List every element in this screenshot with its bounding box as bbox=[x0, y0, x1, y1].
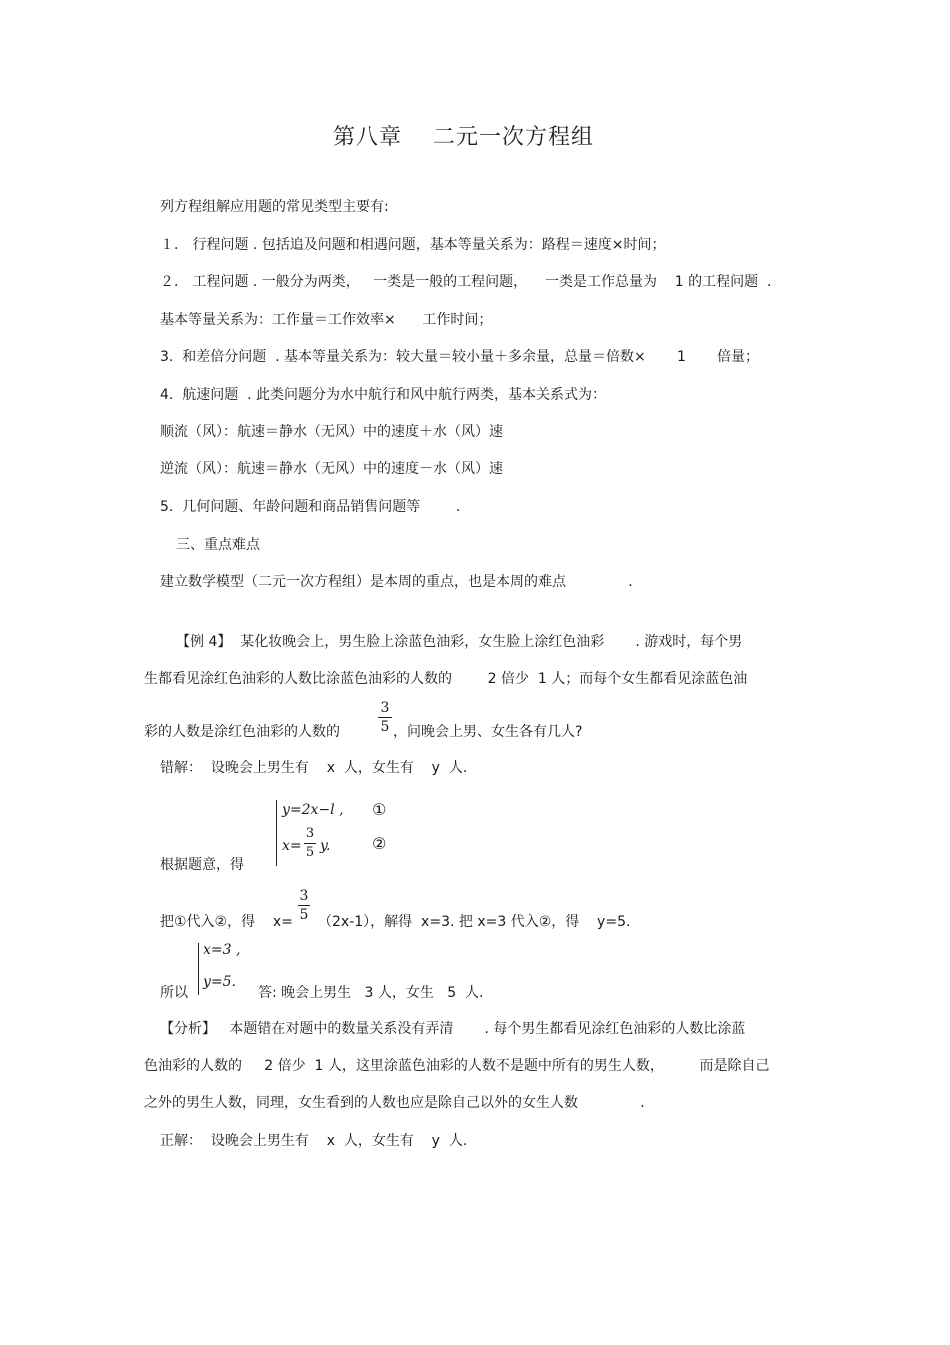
system2-eq2: y=5. bbox=[203, 974, 236, 990]
substitution-fraction bbox=[298, 888, 310, 923]
item-3: 3. 和差倍分问题 . 基本等量关系为：较大量＝较小量＋多余量，总量＝倍数× 1 倍量； bbox=[160, 349, 759, 365]
example-4-line2: 生都看见涂红色油彩的人数比涂蓝色油彩的人数的 2 倍少 1 人；而每个女生都看见涂蓝色油 bbox=[144, 671, 748, 687]
downstream-formula: 顺流（风）：航速＝静水（无风）中的速度＋水（风）速 bbox=[160, 424, 503, 440]
analysis-line2: 色油彩的人数的 2 倍少 1 人，这里涂蓝色油彩的人数不是题中所有的男生人数， 而是除自己 bbox=[144, 1058, 770, 1074]
substitution-right: （2x-1），解得 x=3. 把 x=3 代入②，得 y=5. bbox=[318, 914, 631, 930]
item-2a: ２． 工程问题 . 一般分为两类， 一类是一般的工程问题， 一类是工作总量为 1 的工程问题 . bbox=[160, 274, 772, 290]
item-1: １． 行程问题 . 包括追及问题和相遇问题，基本等量关系为：路程＝速度×时间； bbox=[160, 237, 666, 253]
key-point: 建立数学模型（二元一次方程组）是本周的重点，也是本周的难点 . bbox=[160, 574, 633, 590]
fraction-three-fifths bbox=[378, 700, 392, 735]
system2-eq1: x=3 , bbox=[203, 942, 241, 958]
analysis-line3: 之外的男生人数，同理，女生看到的人数也应是除自己以外的女生人数 . bbox=[144, 1095, 645, 1111]
marker-2: ② bbox=[372, 834, 387, 853]
example-4-line3: 彩的人数是涂红色油彩的人数的 bbox=[144, 724, 340, 740]
system1-fraction bbox=[304, 826, 316, 861]
system-brace-2 bbox=[198, 943, 199, 995]
according-text: 根据题意，得 bbox=[160, 857, 244, 873]
wrong-solution: 错解： 设晚会上男生有 x 人，女生有 y 人. bbox=[160, 760, 468, 776]
so-text: 所以 bbox=[160, 985, 188, 1001]
item-2b: 基本等量关系为：工作量＝工作效率× 工作时间； bbox=[160, 312, 493, 328]
page-title: 第八章 二元一次方程组 bbox=[333, 125, 594, 150]
system1-eq1: y=2x−l , bbox=[282, 802, 344, 818]
item-5: 5. 几何问题、年龄问题和商品销售问题等 . bbox=[160, 499, 461, 515]
fraction-numerator: 3 bbox=[380, 700, 390, 716]
fraction-numerator: 3 bbox=[299, 888, 309, 904]
analysis-line1: 【分析】 本题错在对题中的数量关系没有弄清 . 每个男生都看见涂红色油彩的人数比涂蓝 bbox=[160, 1021, 746, 1037]
item-4: 4. 航速问题 . 此类问题分为水中航行和风中航行两类，基本关系式为： bbox=[160, 387, 607, 403]
upstream-formula: 逆流（风）：航速＝静水（无风）中的速度－水（风）速 bbox=[160, 461, 503, 477]
fraction-denominator: 5 bbox=[299, 907, 309, 923]
system1-eq2-left: x= bbox=[282, 838, 302, 854]
answer-text: 答: 晚会上男生 3 人，女生 5 人. bbox=[258, 985, 484, 1001]
example-4-question: ，问晚会上男、女生各有几人? bbox=[393, 724, 583, 740]
marker-1: ① bbox=[372, 800, 387, 819]
fraction-denominator: 5 bbox=[305, 845, 315, 860]
intro-text: 列方程组解应用题的常见类型主要有: bbox=[160, 199, 389, 215]
system-brace-1 bbox=[276, 800, 277, 866]
fraction-numerator: 3 bbox=[305, 826, 315, 841]
example-4-line1: 【例 4】 某化妆晚会上，男生脸上涂蓝色油彩，女生脸上涂红色油彩 . 游戏时，每个男 bbox=[176, 634, 743, 650]
system1-eq2-right: y. bbox=[320, 838, 331, 854]
substitution-left: 把①代入②，得 x= bbox=[160, 914, 293, 930]
correct-solution: 正解： 设晚会上男生有 x 人，女生有 y 人. bbox=[160, 1133, 468, 1149]
section-heading: 三、重点难点 bbox=[176, 537, 260, 553]
fraction-denominator: 5 bbox=[380, 719, 390, 735]
